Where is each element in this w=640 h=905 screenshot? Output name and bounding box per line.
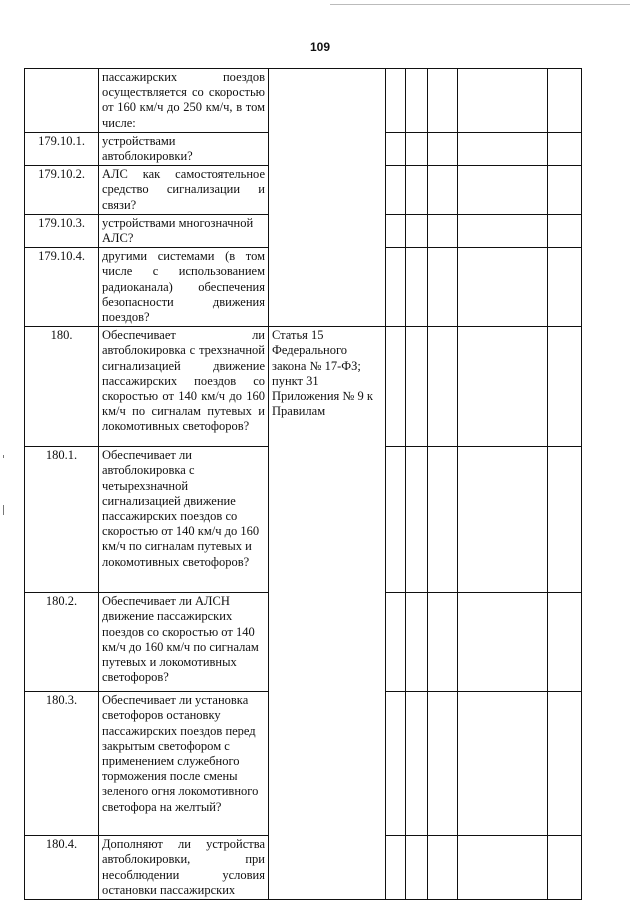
answer-cell[interactable]: [428, 836, 458, 900]
question-text: АЛС как самостоятельное средство сигнализации и связи?: [99, 166, 269, 215]
item-number: 179.10.1.: [25, 132, 99, 165]
answer-cell[interactable]: [386, 132, 406, 165]
answer-cell[interactable]: [428, 692, 458, 836]
answer-cell[interactable]: [406, 69, 428, 133]
answer-cell[interactable]: [386, 692, 406, 836]
table-row: [25, 69, 582, 133]
answer-cell[interactable]: [428, 248, 458, 327]
comment-cell[interactable]: [458, 69, 548, 133]
margin-mark: [3, 505, 4, 515]
answer-cell[interactable]: [428, 327, 458, 447]
comment-cell[interactable]: [458, 327, 548, 447]
question-text: Обеспечивает ли установка светофоров остановку пассажирских поездов перед закрытым светофором с применением служебного торможения после смены зеленого огня локомотивного светофора на желтый?: [99, 692, 269, 836]
answer-cell[interactable]: [386, 836, 406, 900]
item-number: 180.2.: [25, 593, 99, 692]
answer-cell[interactable]: [428, 166, 458, 215]
answer-cell[interactable]: [406, 166, 428, 215]
comment-cell[interactable]: [548, 69, 582, 133]
comment-cell[interactable]: [548, 447, 582, 593]
answer-cell[interactable]: [386, 593, 406, 692]
item-number: 180.3.: [25, 692, 99, 836]
comment-cell[interactable]: [548, 166, 582, 215]
question-text: Дополняют ли устройства автоблокировки, при несоблюдении условия остановки пассажирских: [99, 836, 269, 900]
comment-cell[interactable]: [458, 214, 548, 247]
comment-cell[interactable]: [458, 132, 548, 165]
comment-cell[interactable]: [458, 836, 548, 900]
page-number: 109: [309, 40, 331, 54]
comment-cell[interactable]: [548, 214, 582, 247]
question-text: устройствами автоблокировки?: [99, 132, 269, 165]
answer-cell[interactable]: [386, 69, 406, 133]
answer-cell[interactable]: [386, 248, 406, 327]
legal-basis: [269, 69, 386, 327]
answer-cell[interactable]: [406, 593, 428, 692]
item-number: [25, 69, 99, 133]
comment-cell[interactable]: [458, 447, 548, 593]
answer-cell[interactable]: [428, 447, 458, 593]
answer-cell[interactable]: [428, 132, 458, 165]
comment-cell[interactable]: [458, 248, 548, 327]
item-number: 180.4.: [25, 836, 99, 900]
question-text: Обеспечивает ли автоблокировка с трехзначной сигнализацией движение пассажирских поездов со скоростью от 140 км/ч до 160 км/ч по сигналам путевых и локомотивных светофоров?: [99, 327, 269, 447]
question-text: Обеспечивает ли автоблокировка с четырехзначной сигнализацией движение пассажирских поездов со скоростью от 140 км/ч до 160 км/ч по сигналам путевых и локомотивных светофоров?: [99, 447, 269, 593]
checklist-table: [24, 68, 582, 900]
answer-cell[interactable]: [406, 327, 428, 447]
answer-cell[interactable]: [386, 447, 406, 593]
legal-basis: Статья 15 Федерального закона № 17-ФЗ; пункт 31 Приложения № 9 к Правилам: [269, 327, 386, 900]
answer-cell[interactable]: [428, 69, 458, 133]
comment-cell[interactable]: [458, 166, 548, 215]
answer-cell[interactable]: [406, 447, 428, 593]
answer-cell[interactable]: [406, 836, 428, 900]
answer-cell[interactable]: [406, 692, 428, 836]
top-rule: [330, 4, 630, 5]
answer-cell[interactable]: [406, 214, 428, 247]
table-row: [25, 327, 582, 447]
question-text: устройствами многозначной АЛС?: [99, 214, 269, 247]
comment-cell[interactable]: [548, 132, 582, 165]
answer-cell[interactable]: [428, 593, 458, 692]
answer-cell[interactable]: [406, 132, 428, 165]
comment-cell[interactable]: [458, 692, 548, 836]
question-text: Обеспечивает ли АЛСН движение пассажирских поездов со скоростью от 140 км/ч до 160 км/ч по сигналам путевых и локомотивных светофоров?: [99, 593, 269, 692]
item-number: 179.10.3.: [25, 214, 99, 247]
item-number: 180.1.: [25, 447, 99, 593]
answer-cell[interactable]: [386, 327, 406, 447]
item-number: 179.10.2.: [25, 166, 99, 215]
answer-cell[interactable]: [406, 248, 428, 327]
comment-cell[interactable]: [548, 836, 582, 900]
answer-cell[interactable]: [428, 214, 458, 247]
answer-cell[interactable]: [386, 214, 406, 247]
comment-cell[interactable]: [548, 248, 582, 327]
answer-cell[interactable]: [386, 166, 406, 215]
comment-cell[interactable]: [458, 593, 548, 692]
margin-mark: [3, 455, 4, 458]
comment-cell[interactable]: [548, 327, 582, 447]
comment-cell[interactable]: [548, 692, 582, 836]
item-number: 179.10.4.: [25, 248, 99, 327]
question-text: пассажирских поездов осуществляется со скоростью от 160 км/ч до 250 км/ч, в том числе:: [99, 69, 269, 133]
comment-cell[interactable]: [548, 593, 582, 692]
item-number: 180.: [25, 327, 99, 447]
question-text: другими системами (в том числе с использованием радиоканала) обеспечения безопасности движения поездов?: [99, 248, 269, 327]
